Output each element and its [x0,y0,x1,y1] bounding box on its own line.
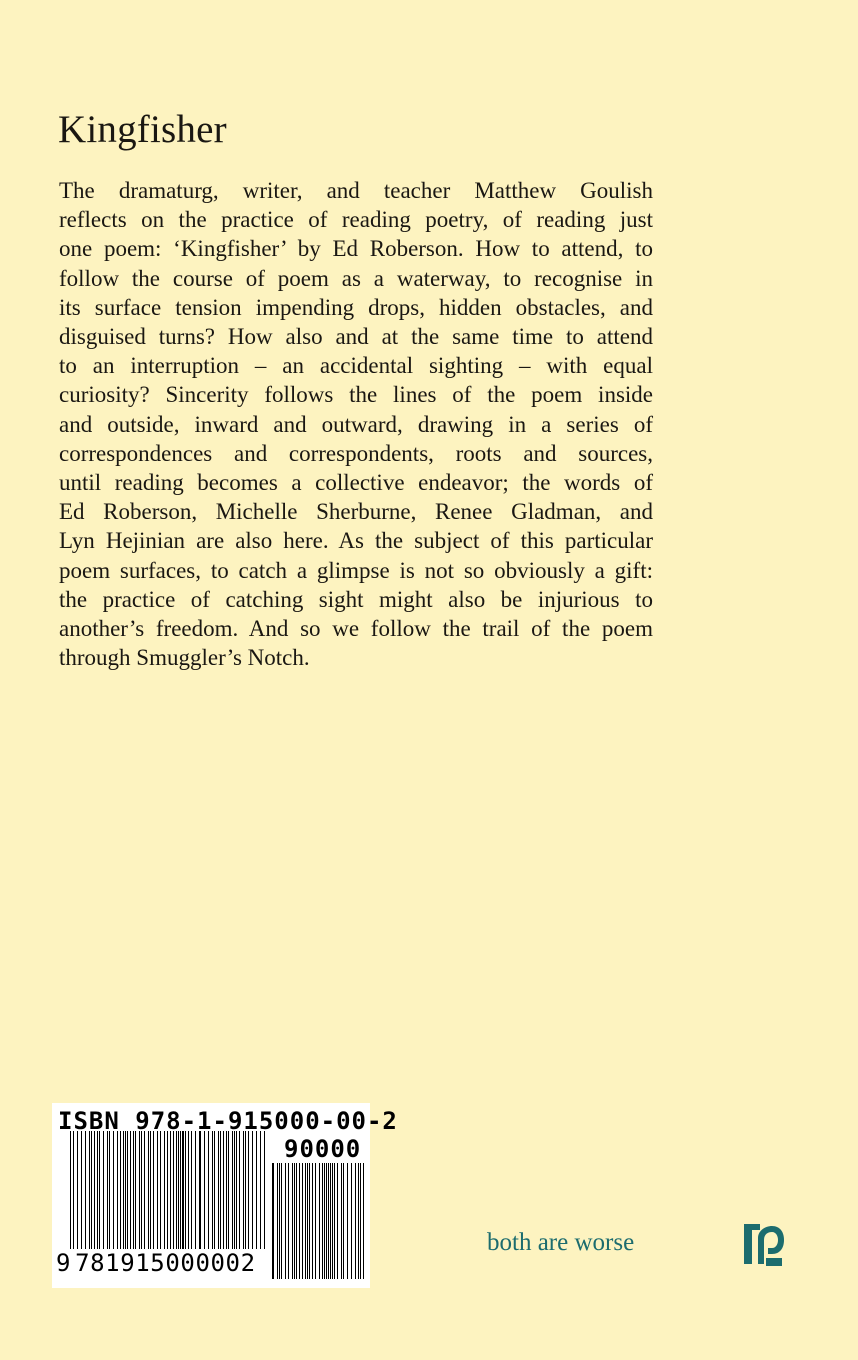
barcode-bar [343,1163,344,1279]
barcode-bar [309,1163,310,1279]
barcode-addon-bars [272,1163,364,1279]
barcode-bar [330,1163,331,1279]
barcode-bar [292,1163,293,1279]
blurb-line: The dramaturg, writer, and teacher Matthew Goulish [59,178,653,203]
publisher-name: both are worse [487,1229,635,1256]
isbn-barcode [52,1103,398,1288]
barcode-bar [328,1163,329,1279]
barcode-bar [307,1163,308,1279]
barcode-bar [285,1163,286,1279]
blurb-line: another’s freedom. And so we follow the trail of the poem [59,616,653,642]
barcode-bar [281,1163,282,1279]
blurb-line: Lyn Hejinian are also here. As the subject of this particular [59,528,653,554]
blurb-line: poem surfaces, to catch a glimpse is not so obviously a gift: [59,557,653,583]
isbn-number: ISBN 978-1-915000-00-2 [58,1107,398,1135]
barcode-bar [302,1163,303,1279]
barcode-bar [347,1163,348,1279]
barcode-bar [322,1163,323,1279]
barcode-bar [324,1163,325,1279]
barcode-lead-digit: 9 [56,1249,72,1277]
blurb-line: disguised turns? How also and at the same time to attend [59,324,653,350]
barcode-bar [319,1163,320,1279]
barcode-bar [299,1163,300,1279]
barcode-bar [312,1163,313,1279]
publisher-logo-icon [738,1216,788,1272]
blurb-line: to an interruption – an accidental sighting – with equal [59,353,653,379]
barcode-bar [334,1163,335,1279]
barcode-price-code: 90000 [284,1135,362,1163]
barcode-bar [277,1163,278,1279]
barcode-bar [351,1163,352,1279]
blurb-line: correspondences and correspondents, roots and sources, [59,440,653,466]
blurb-line: follow the course of poem as a waterway, to recognise in [59,265,653,291]
blurb-line: one poem: ‘Kingfisher’ by Ed Roberson. How to attend, to [59,236,653,262]
barcode-bar [326,1163,327,1279]
blurb-line: and outside, inward and outward, drawing in a series of [59,411,653,437]
barcode-bar [288,1163,289,1279]
blurb-line: curiosity? Sincerity follows the lines of the poem inside [59,382,653,408]
barcode-bar [296,1163,297,1279]
barcode-bar [360,1163,361,1279]
barcode-bar [315,1163,316,1279]
barcode-bar [337,1163,338,1279]
barcode-bar [272,1163,274,1279]
blurb-line: its surface tension impending drops, hidden obstacles, and [59,294,653,320]
barcode-digits [56,1249,256,1277]
barcode-bar [358,1163,359,1279]
barcode-bar [279,1163,280,1279]
barcode-bar [305,1163,306,1279]
blurb-line: through Smuggler’s Notch. [59,645,310,671]
barcode-bar [355,1163,356,1279]
book-description [59,176,653,672]
barcode-bar [363,1163,364,1279]
barcode-bar [341,1163,342,1279]
blurb-line: the practice of catching sight might also be injurious to [59,586,653,612]
blurb-line: Ed Roberson, Michelle Sherburne, Renee Gladman, and [59,499,653,525]
blurb-line: reflects on the practice of reading poetry, of reading just [59,207,653,233]
blurb-line: until reading becomes a collective endeavor; the words of [59,470,653,496]
barcode-bar [332,1163,333,1279]
barcode-bar [294,1163,295,1279]
barcode-number: 781915000002 [75,1249,256,1277]
book-title: Kingfisher [58,108,227,151]
